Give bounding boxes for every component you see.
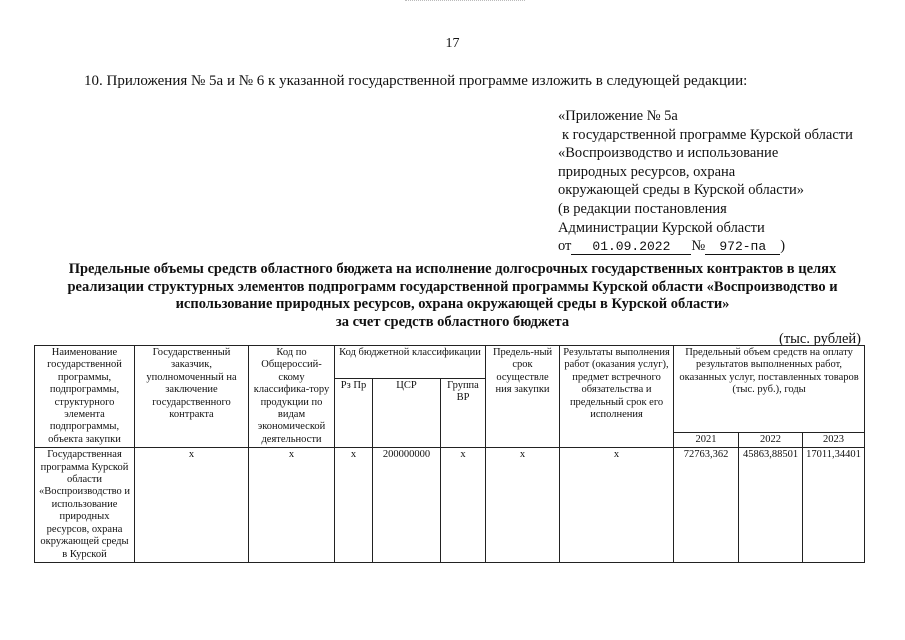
heading-line: использование природных ресурсов, охрана окружающей среды в Курской области» xyxy=(175,296,730,312)
cell-csr: 200000000 xyxy=(373,448,441,563)
header-results: Результаты выполнения работ (оказания услуг), предмет встречного обязательства и предельный срок его исполнения xyxy=(560,346,674,448)
appendix-line: «Воспроизводство и использование xyxy=(558,145,779,162)
appendix-line: Администрации Курской области xyxy=(558,219,765,236)
cell-2021: 72763,362 xyxy=(674,448,739,563)
appendix-reference xyxy=(558,107,853,256)
cell-2023: 17011,34401 xyxy=(803,448,865,563)
top-edge-mark xyxy=(405,0,525,3)
cell-deadline: х xyxy=(486,448,560,563)
appendix-line: к государственной программе Курской области xyxy=(562,126,853,143)
budget-limits-table xyxy=(34,345,865,563)
cell-2022: 45863,88501 xyxy=(739,448,803,563)
intro-paragraph: 10. Приложения № 5а и № 6 к указанной государственной программе изложить в следующей редакции: xyxy=(84,73,748,89)
from-label: от xyxy=(558,238,572,255)
cell-customer: х xyxy=(135,448,249,563)
table-header-row xyxy=(35,346,865,379)
appendix-line: окружающей среды в Курской области» xyxy=(558,182,805,199)
header-deadline: Предель-ный срок осуществле ния закупки xyxy=(486,346,560,448)
closing-bracket: ) xyxy=(780,238,786,255)
header-budget-code: Код бюджетной классификации xyxy=(335,346,486,379)
header-year-2022: 2022 xyxy=(739,432,803,447)
header-okpd: Код по Общероссий-скому классифика-тору продукции по видам экономической деятельности xyxy=(249,346,335,448)
table-row xyxy=(35,448,865,563)
page-number: 17 xyxy=(445,36,460,51)
header-year-2023: 2023 xyxy=(803,432,865,447)
header-vr: Группа ВР xyxy=(441,379,486,448)
decree-date: 01.09.2022 xyxy=(571,239,691,255)
units-label: (тыс. рублей) xyxy=(779,331,861,347)
number-label: № xyxy=(691,238,706,255)
decree-date-line xyxy=(558,237,853,256)
cell-results: х xyxy=(560,448,674,563)
appendix-line: «Приложение № 5а xyxy=(558,108,678,124)
header-name: Наименование государственной программы, подпрограммы, структурного элемента подпрограммы, объекта закупки xyxy=(35,346,135,448)
cell-name: Государственная программа Курской области «Воспроизводство и использование природных ресурсов, охрана окружающей среды в Курской xyxy=(35,448,135,563)
cell-vr: х xyxy=(441,448,486,563)
appendix-line: природных ресурсов, охрана xyxy=(558,163,736,180)
header-year-2021: 2021 xyxy=(674,432,739,447)
heading-line: реализации структурных элементов подпрограмм государственной программы Курской области «Воспроизводство и xyxy=(67,278,838,295)
header-csr: ЦСР xyxy=(373,379,441,448)
header-limit: Предельный объем средств на оплату результатов выполненных работ, оказанных услуг, поставленных товаров (тыс. руб.), годы xyxy=(674,346,865,433)
header-customer: Государственный заказчик, уполномоченный на заключение государственного контракта xyxy=(135,346,249,448)
heading-line: за счет средств областного бюджета xyxy=(335,313,570,330)
cell-rzpr: х xyxy=(335,448,373,563)
header-rzpr: Рз Пр xyxy=(335,379,373,448)
decree-number: 972-па xyxy=(705,239,780,255)
heading-line: Предельные объемы средств областного бюджета на исполнение долгосрочных государственных контрактов в целях xyxy=(68,261,837,277)
cell-okpd: х xyxy=(249,448,335,563)
document-heading xyxy=(30,261,875,331)
appendix-line: (в редакции постановления xyxy=(558,200,727,217)
